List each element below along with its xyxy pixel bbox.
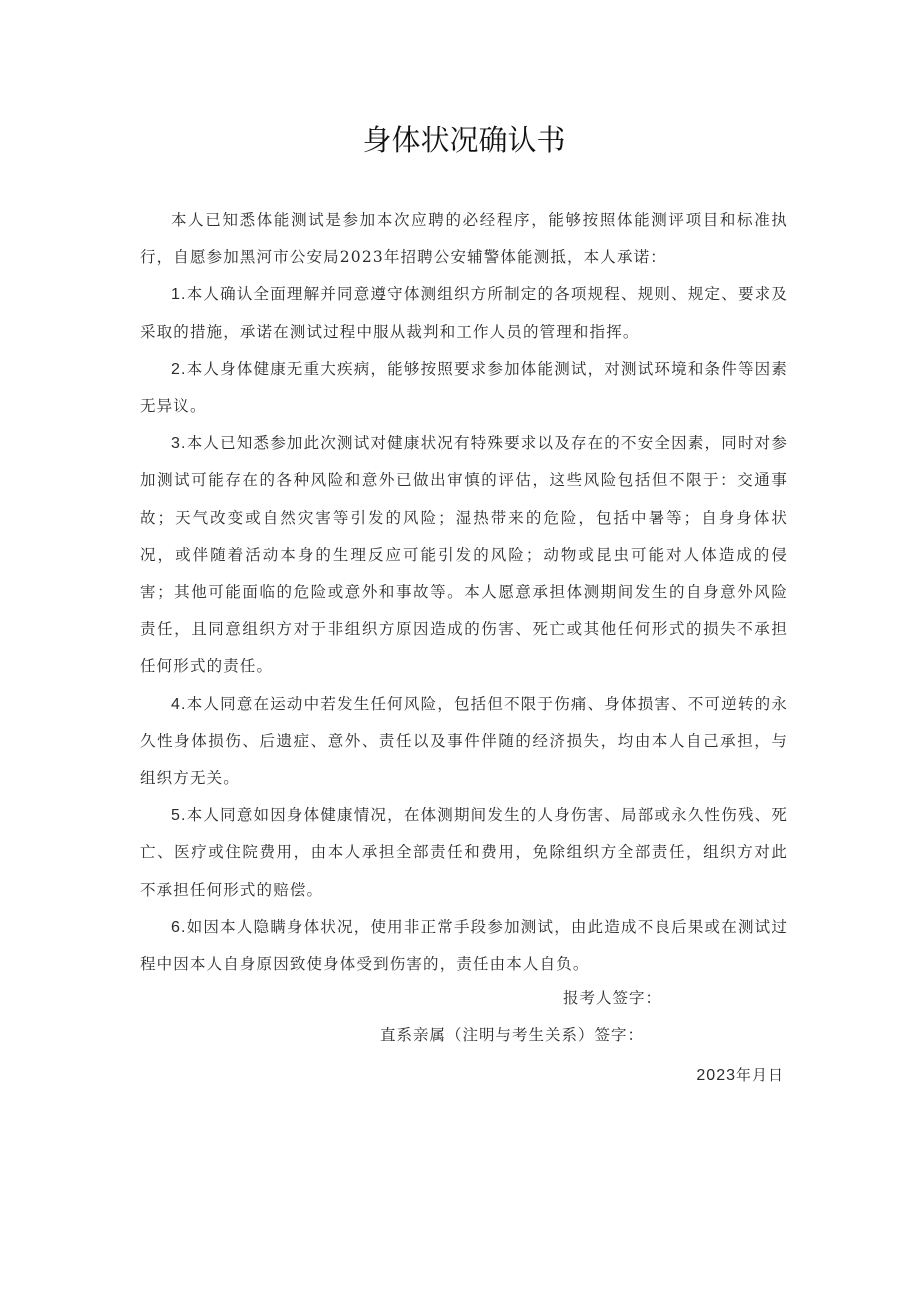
- clause-text: 如因本人隐瞒身体状况，使用非正常手段参加测试，由此造成不良后果或在测试过程中因本人自身原因致使身体受到伤害的，责任由本人自负。: [140, 917, 788, 974]
- clause-number: 2.: [171, 360, 187, 378]
- clause-3: [140, 425, 788, 685]
- clause-text: 本人同意在运动中若发生任何风险，包括但不限于伤痛、身体损害、不可逆转的永久性身体损伤、后遗症、意外、责任以及事件伴随的经济损失，均由本人自己承担，与组织方无关。: [140, 694, 788, 788]
- clause-number: 4.: [171, 695, 187, 713]
- clause-number: 1.: [171, 286, 187, 304]
- date-suffix: 年月日: [735, 1066, 784, 1084]
- clause-text: 本人确认全面理解并同意遵守体测组织方所制定的各项规程、规则、规定、要求及采取的措施，承诺在测试过程中服从裁判和工作人员的管理和指挥。: [140, 285, 788, 341]
- clause-number: 6.: [171, 918, 187, 936]
- clause-text: 本人同意如因身体健康情况，在体测期间发生的人身伤害、局部或永久性伤残、死亡、医疗或住院费用，由本人承担全部责任和费用，免除组织方全部责任，组织方对此不承担任何形式的赔偿。: [140, 806, 788, 899]
- document-title: 身体状况确认书: [362, 123, 566, 157]
- clause-1: [140, 276, 788, 350]
- intro-paragraph: 本人已知悉体能测试是参加本次应聘的必经程序，能够按照体能测评项目和标准执行，自愿参加黑河市公安局2023年招聘公安辅警体能测抵，本人承诺：: [140, 211, 788, 267]
- clause-5: [140, 797, 788, 909]
- date-line: [696, 1063, 784, 1088]
- clause-text: 本人身体健康无重大疾病，能够按照要求参加体能测试，对测试环境和条件等因素无异议。: [140, 359, 788, 416]
- clause-4: [140, 686, 788, 798]
- clause-2: [140, 351, 788, 425]
- clause-6: [140, 909, 788, 983]
- document-body: [140, 202, 788, 983]
- clause-number: 3.: [171, 435, 187, 453]
- clause-text: 本人已知悉参加此次测试对健康状况有特殊要求以及存在的不安全因素，同时对参加测试可能存在的各种风险和意外已做出审慎的评估，这些风险包括但不限于：交通事故；天气改变或自然灾害等引发的风险；湿热带来的危险，包括中暑等；自身身体状况，或伴随着活动本身的生理反应可能引发的风险；动物或昆虫可能对人体造成的侵害；其他可能面临的危险或意外和事故等。本人愿意承担体测期间发生的自身意外风险责任，且同意组织方对于非组织方原因造成的伤害、死亡或其他任何形式的损失不承担任何形式的责任。: [140, 434, 788, 676]
- date-year: 2023: [696, 1067, 736, 1084]
- relative-signature-label: 直系亲属（注明与考生关系）签字：: [379, 1026, 644, 1044]
- clause-number: 5.: [171, 807, 187, 825]
- examinee-signature-label: 报考人签字：: [562, 989, 662, 1007]
